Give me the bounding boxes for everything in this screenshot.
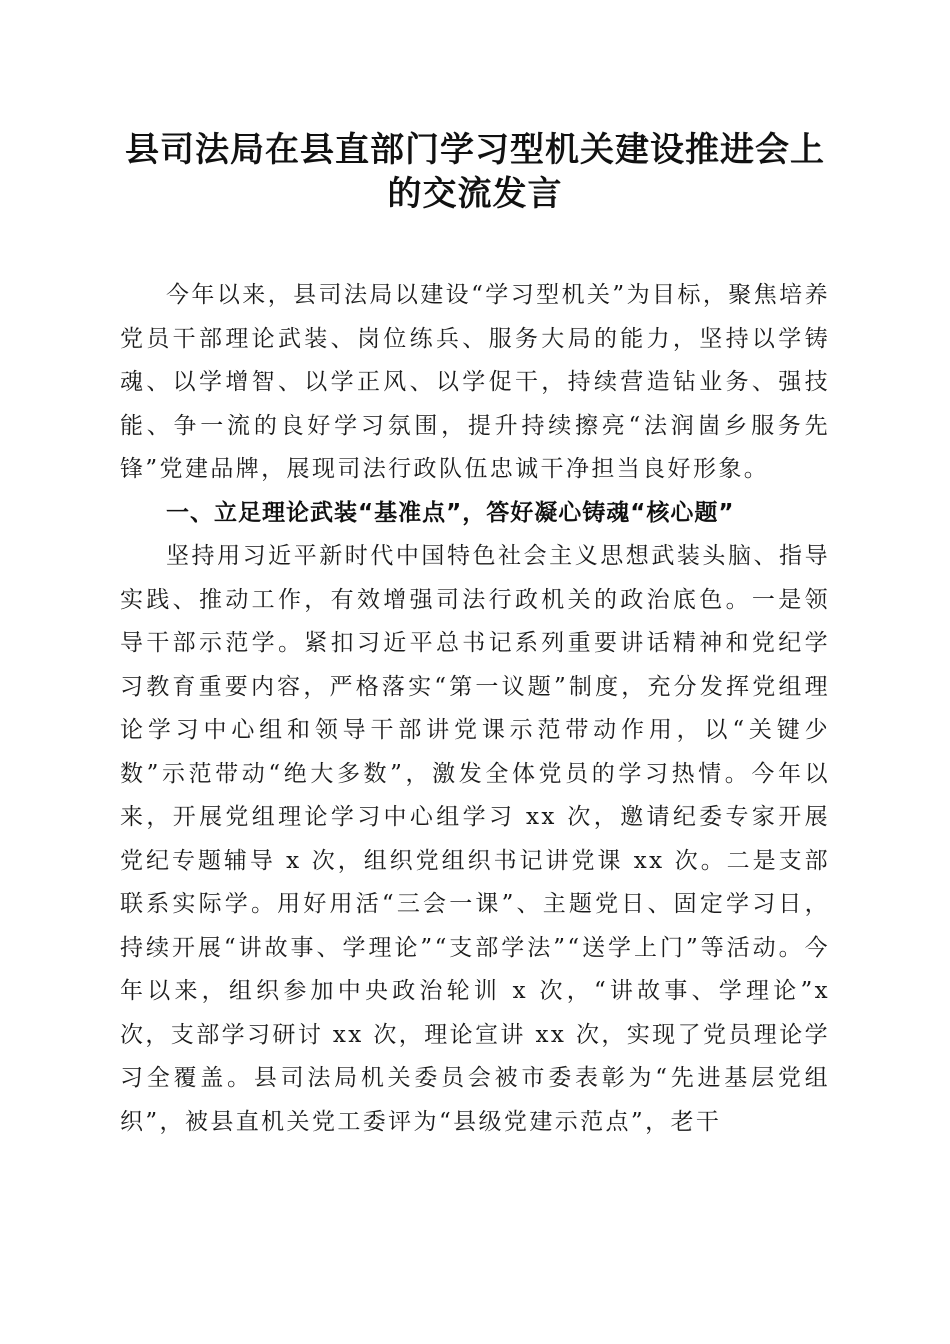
document-title: [120, 128, 830, 216]
section-1-paragraph: 坚持用习近平新时代中国特色社会主义思想武装头脑、指导实践、推动工作，有效增强司法行政机关的政治底色。一是领导干部示范学。紧扣习近平总书记系列重要讲话精神和党纪学习教育重要内容，严格落实“第一议题”制度，充分发挥党组理论学习中心组和领导干部讲党课示范带动作用，以“关键少数”示范带动“绝大多数”，激发全体党员的学习热情。今年以来，开展党组理论学习中心组学习 xx 次，邀请纪委专家开展党纪专题辅导 x 次，组织党组织书记讲党课 xx 次。二是支部联系实际学。用好用活“三会一课”、主题党日、固定学习日，持续开展“讲故事、学理论”“支部学法”“送学上门”等活动。今年以来，组织参加中央政治轮训 x 次，“讲故事、学理论”x 次，支部学习研讨 xx 次，理论宣讲 xx 次，实现了党员理论学习全覆盖。县司法局机关委员会被市委表彰为“先进基层党组织”，被县直机关党工委评为“县级党建示范点”，老干: [120, 543, 830, 1135]
title-line-2: 的交流发言: [387, 174, 563, 214]
intro-paragraph: 今年以来，县司法局以建设“学习型机关”为目标，聚焦培养党员干部理论武装、岗位练兵、服务大局的能力，坚持以学铸魂、以学增智、以学正风、以学促干，持续营造钻业务、强技能、争一流的良好学习氛围，提升持续擦亮“法润崮乡服务先锋”党建品牌，展现司法行政队伍忠诚干净担当良好形象。: [120, 282, 830, 482]
section-1-heading: 一、立足理论武装“基准点”，答好凝心铸魂“核心题”: [166, 499, 735, 526]
title-line-1: 县司法局在县直部门学习型机关建设推进会上: [125, 130, 825, 170]
document-body: [120, 274, 830, 1144]
